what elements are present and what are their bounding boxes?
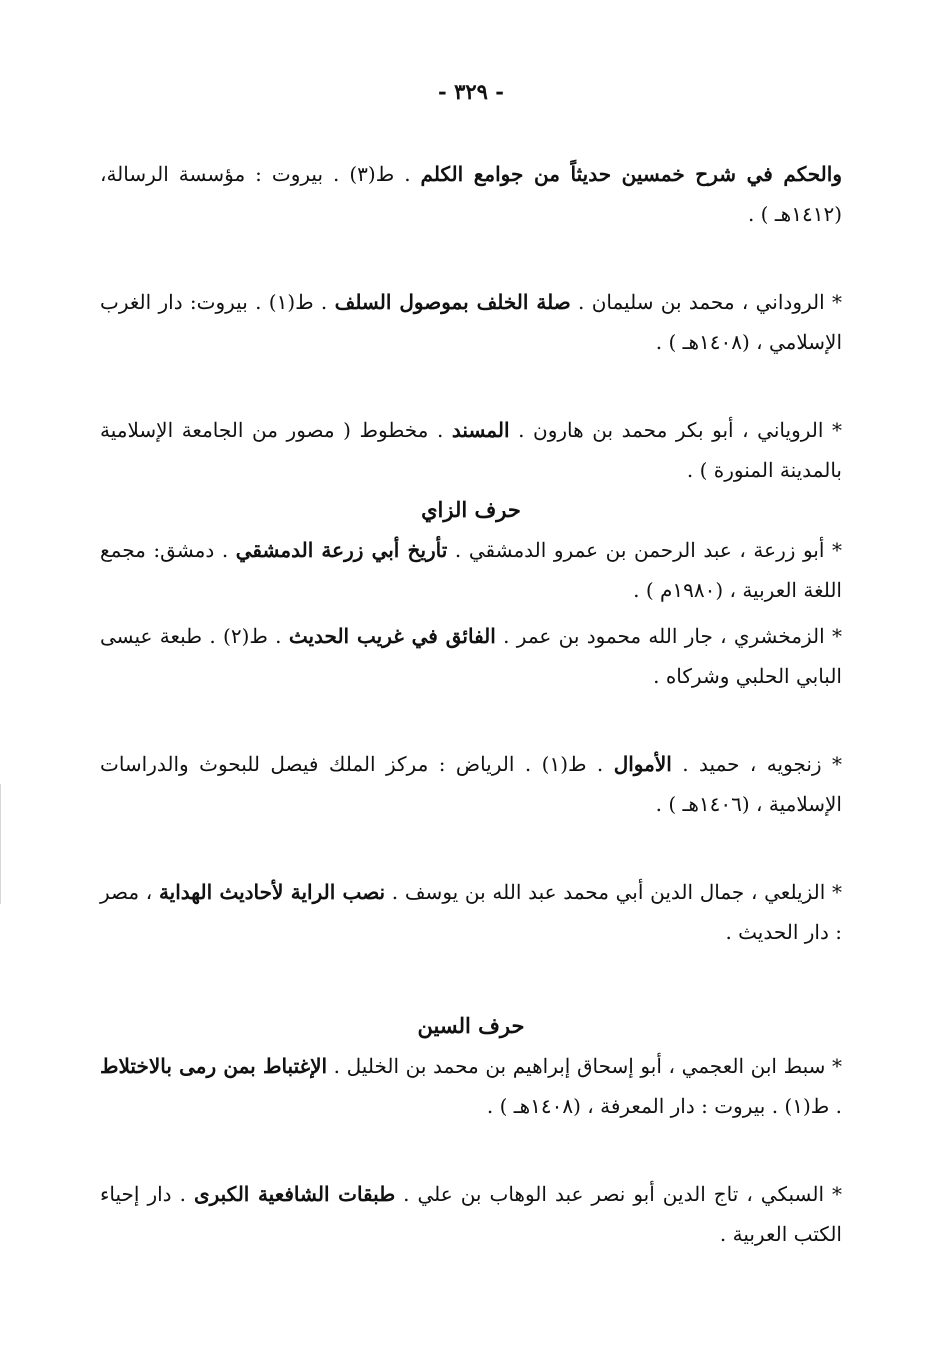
entry-title: صلة الخلف بموصول السلف xyxy=(334,290,571,314)
entry-publication: . دار إحياء الكتب العربية . xyxy=(100,1182,842,1246)
section-heading-zay: حرف الزاي xyxy=(421,497,521,522)
entry-author: * زنجويه ، حميد . xyxy=(671,752,842,776)
entry-author: * الزيلعي ، جمال الدين أبي محمد عبد الله بن يوسف . xyxy=(385,880,843,904)
entry-title: الفائق في غريب الحديث xyxy=(288,624,496,648)
entry-publication: . ط(٢) . طبعة عيسى البابي الحلبي وشركاه . xyxy=(100,624,842,688)
bibliography-entry xyxy=(100,744,842,824)
bibliography-entry xyxy=(100,282,842,362)
entry-publication: . مخطوط ( مصور من الجامعة الإسلامية بالمدينة المنورة ) . xyxy=(100,418,842,482)
bibliography-entry xyxy=(100,616,842,696)
page-number: - ٣٢٩ - xyxy=(438,79,504,104)
section-heading-sin: حرف السين xyxy=(417,1013,525,1038)
scan-edge-line xyxy=(0,784,1,904)
entry-author: * الروداني ، محمد بن سليمان . xyxy=(570,290,842,314)
entry-title: تأريخ أبي زرعة الدمشقي xyxy=(235,538,448,562)
entry-title: الإغتباط بمن رمى بالاختلاط xyxy=(100,1054,328,1078)
entry-publication: . ط(١) . بيروت: دار الغرب الإسلامي ، (١٤٠٨هـ ) . xyxy=(100,290,842,354)
bibliography-entry xyxy=(100,530,842,610)
bibliography-entry xyxy=(100,154,842,234)
entry-author: * السبكي ، تاج الدين أبو نصر عبد الوهاب بن علي . xyxy=(395,1182,843,1206)
bibliography-entry xyxy=(100,1174,842,1254)
entry-publication: . ط(١) . بيروت : دار المعرفة ، (١٤٠٨هـ ) . xyxy=(486,1094,842,1118)
bibliography-entry xyxy=(100,872,842,952)
entry-title: والحكم في شرح خمسين حديثاً من جوامع الكلم xyxy=(420,162,842,186)
entry-title: المسند xyxy=(451,418,510,442)
entry-publication: . دمشق: مجمع اللغة العربية ، (١٩٨٠م ) . xyxy=(100,538,842,602)
entry-title: طبقات الشافعية الكبرى xyxy=(193,1182,396,1206)
entry-publication: . ط(١) . الرياض : مركز الملك فيصل للبحوث والدراسات الإسلامية ، (١٤٠٦هـ ) . xyxy=(100,752,842,816)
document-page xyxy=(100,72,842,1302)
entry-author: * أبو زرعة ، عبد الرحمن بن عمرو الدمشقي . xyxy=(447,538,842,562)
entry-author: * الزمخشري ، جار الله محمود بن عمر . xyxy=(495,624,842,648)
entry-title: الأموال xyxy=(613,752,672,776)
entry-title: نصب الراية لأحاديث الهداية xyxy=(158,880,386,904)
bibliography-entry xyxy=(100,410,842,490)
entry-author: * الروياني ، أبو بكر محمد بن هارون . xyxy=(509,418,842,442)
entry-text: . ط(٣) . بيروت : مؤسسة الرسالة، (١٤١٢هـ ) . xyxy=(100,162,842,226)
entry-publication: ، مصر : دار الحديث . xyxy=(100,880,842,944)
bibliography-entry xyxy=(100,1046,842,1126)
entry-author: * سبط ابن العجمي ، أبو إسحاق إبراهيم بن محمد بن الخليل . xyxy=(327,1054,842,1078)
